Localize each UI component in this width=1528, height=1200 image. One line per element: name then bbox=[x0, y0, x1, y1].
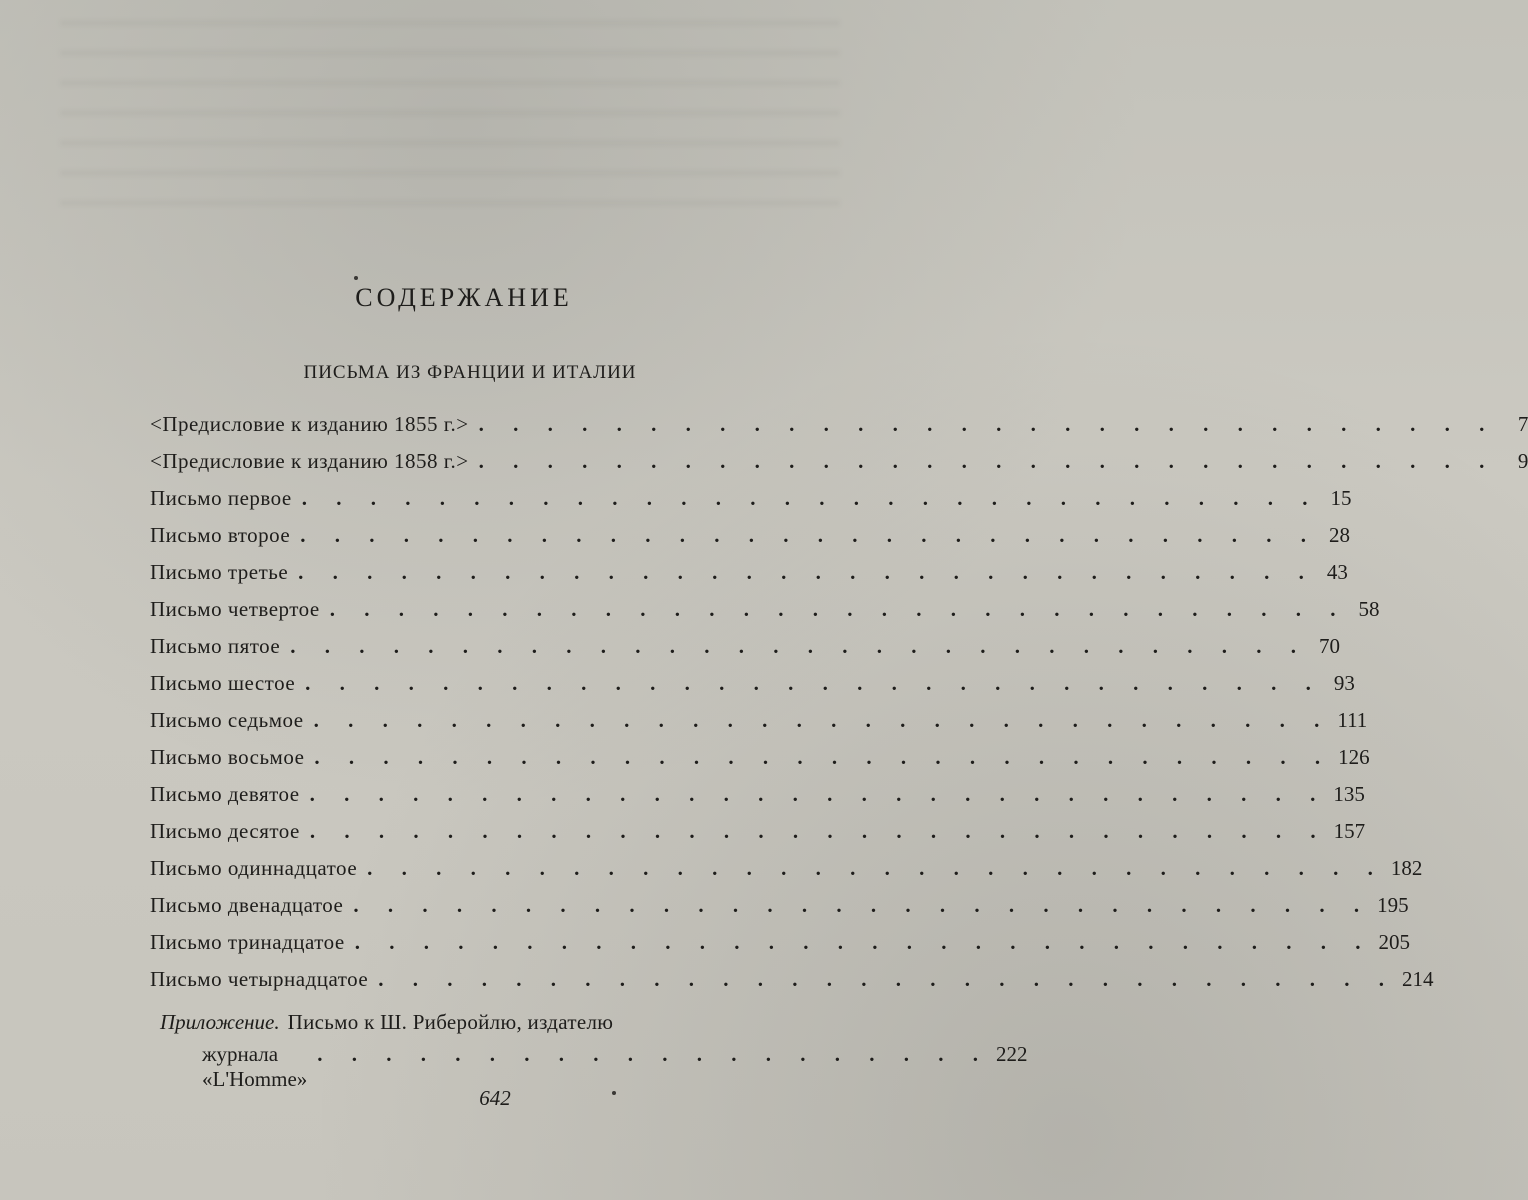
toc-entry bbox=[150, 893, 1409, 930]
toc-entry-page-number: 214 bbox=[1402, 967, 1434, 991]
appendix-entry bbox=[160, 1010, 1028, 1091]
toc-entry-page-number: 7 bbox=[1517, 412, 1528, 436]
dot-leader: . . . . . . . . . . . . . . . . . . . . . . . . . . . . . . bbox=[354, 930, 1373, 954]
toc-entry-title: Письмо десятое bbox=[150, 819, 300, 843]
toc-entry-title: <Предисловие к изданию 1858 г.> bbox=[150, 449, 469, 473]
print-speck bbox=[354, 276, 358, 280]
toc-entry-title: Письмо девятое bbox=[150, 782, 300, 806]
toc-entry-title: Письмо второе bbox=[150, 523, 291, 547]
toc-entry bbox=[150, 449, 1528, 486]
dot-leader: . . . . . . . . . . . . . . . . . . . . . . . . . . . . . . bbox=[367, 856, 1385, 880]
dot-leader: . . . . . . . . . . . . . . . . . . . . . . . . . . . . . . bbox=[478, 412, 1497, 436]
toc-entry-page-number: 157 bbox=[1333, 819, 1366, 843]
toc-entry bbox=[150, 856, 1423, 893]
toc-entry-page-number: 9 bbox=[1517, 449, 1528, 473]
toc-entry bbox=[150, 523, 1350, 560]
dot-leader: . . . . . . . . . . . . . . . . . . . . . . . . . . . . . . bbox=[313, 708, 1332, 732]
dot-leader: . . . . . . . . . . . . . . . . . . . . bbox=[317, 1042, 991, 1066]
toc-entry-title: Письмо одиннадцатое bbox=[150, 856, 358, 880]
dot-leader: . . . . . . . . . . . . . . . . . . . . . . . . . . . . . . bbox=[290, 634, 1308, 658]
toc-entry bbox=[150, 745, 1370, 782]
toc-entry-title: Письмо седьмое bbox=[150, 708, 304, 732]
toc-entry bbox=[150, 671, 1355, 708]
print-speck bbox=[612, 1091, 616, 1095]
dot-leader: . . . . . . . . . . . . . . . . . . . . . . . . . . . . . . bbox=[378, 967, 1396, 991]
toc-entry bbox=[150, 819, 1366, 856]
page-title: СОДЕРЖАНИЕ bbox=[355, 283, 573, 312]
table-of-contents bbox=[150, 412, 1528, 1004]
toc-entry-title: <Предисловие к изданию 1855 г.> bbox=[150, 412, 469, 436]
dot-leader: . . . . . . . . . . . . . . . . . . . . . . . . . . . . . . bbox=[298, 560, 1316, 584]
toc-entry bbox=[150, 560, 1348, 597]
toc-entry-page-number: 126 bbox=[1338, 745, 1370, 769]
toc-entry-title: Письмо четырнадцатое bbox=[150, 967, 369, 991]
toc-entry bbox=[150, 597, 1380, 634]
toc-entry-title: Письмо пятое bbox=[150, 634, 281, 658]
dot-leader: . . . . . . . . . . . . . . . . . . . . . . . . . . . . . . bbox=[314, 745, 1333, 769]
toc-entry-page-number: 195 bbox=[1377, 893, 1409, 917]
toc-entry-page-number: 15 bbox=[1330, 486, 1352, 510]
dot-leader: . . . . . . . . . . . . . . . . . . . . . . . . . . . . . . bbox=[301, 486, 1320, 510]
toc-entry bbox=[150, 967, 1434, 1004]
toc-entry-page-number: 93 bbox=[1333, 671, 1355, 695]
toc-entry-title: Письмо первое bbox=[150, 486, 292, 510]
appendix-text-line1: Письмо к Ш. Риберойлю, издателю bbox=[287, 1010, 614, 1034]
toc-entry-title: Письмо восьмое bbox=[150, 745, 305, 769]
appendix-page-number: 222 bbox=[996, 1042, 1028, 1066]
toc-entry-page-number: 28 bbox=[1328, 523, 1350, 547]
page-number: 642 bbox=[479, 1086, 511, 1110]
toc-entry bbox=[150, 930, 1410, 967]
toc-entry-page-number: 43 bbox=[1326, 560, 1348, 584]
toc-entry-page-number: 58 bbox=[1358, 597, 1380, 621]
section-title: ПИСЬМА ИЗ ФРАНЦИИ И ИТАЛИИ bbox=[303, 362, 637, 383]
toc-entry-title: Письмо шестое bbox=[150, 671, 296, 695]
toc-entry-page-number: 182 bbox=[1390, 856, 1423, 880]
dot-leader: . . . . . . . . . . . . . . . . . . . . . . . . . . . . . . bbox=[309, 819, 1328, 843]
toc-entry bbox=[150, 708, 1368, 745]
toc-entry-title: Письмо четвертое bbox=[150, 597, 320, 621]
toc-entry bbox=[150, 486, 1352, 523]
dot-leader: . . . . . . . . . . . . . . . . . . . . . . . . . . . . . . bbox=[305, 671, 1323, 695]
toc-entry-page-number: 135 bbox=[1333, 782, 1365, 806]
bleed-through-texture bbox=[60, 20, 840, 220]
dot-leader: . . . . . . . . . . . . . . . . . . . . . . . . . . . . . . bbox=[329, 597, 1348, 621]
toc-entry-page-number: 111 bbox=[1337, 708, 1368, 732]
toc-entry-page-number: 205 bbox=[1378, 930, 1410, 954]
toc-entry bbox=[150, 782, 1365, 819]
appendix-label: Приложение. bbox=[160, 1010, 280, 1034]
toc-entry-title: Письмо третье bbox=[150, 560, 289, 584]
dot-leader: . . . . . . . . . . . . . . . . . . . . . . . . . . . . . . bbox=[300, 523, 1318, 547]
dot-leader: . . . . . . . . . . . . . . . . . . . . . . . . . . . . . . bbox=[353, 893, 1372, 917]
toc-entry-page-number: 70 bbox=[1318, 634, 1340, 658]
toc-entry-title: Письмо тринадцатое bbox=[150, 930, 345, 954]
dot-leader: . . . . . . . . . . . . . . . . . . . . . . . . . . . . . . bbox=[478, 449, 1497, 473]
toc-entry-title: Письмо двенадцатое bbox=[150, 893, 344, 917]
dot-leader: . . . . . . . . . . . . . . . . . . . . . . . . . . . . . . bbox=[309, 782, 1328, 806]
toc-entry bbox=[150, 634, 1340, 671]
appendix-text-line2: журнала «L'Homme» bbox=[202, 1042, 308, 1091]
toc-entry bbox=[150, 412, 1528, 449]
